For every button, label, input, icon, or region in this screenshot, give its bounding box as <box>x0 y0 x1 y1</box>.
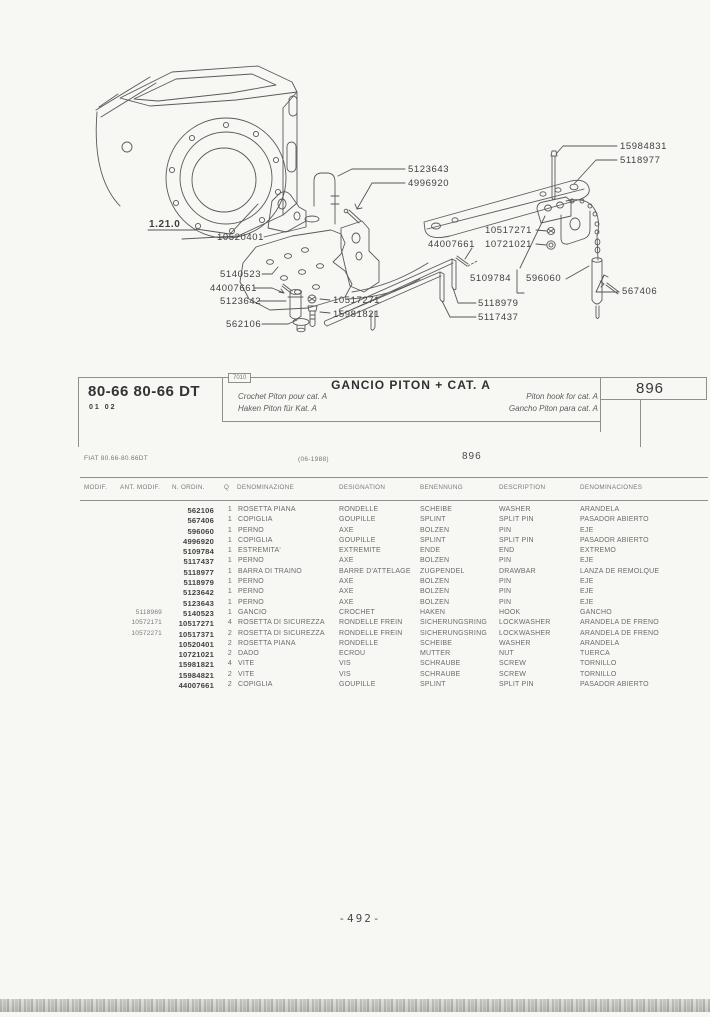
cell-it: PERNO <box>238 526 264 534</box>
cell-fr: AXE <box>339 526 354 534</box>
part-label: 5118977 <box>620 155 661 166</box>
cell-it: BARRA DI TRAINO <box>238 567 302 575</box>
cell-en: PIN <box>499 557 512 565</box>
cell-it: COPIGLIA <box>238 681 273 689</box>
cell-de: SCHEIBE <box>420 639 453 647</box>
cell-q: 1 <box>227 547 232 555</box>
col-header-description: DESCRIPTION <box>499 484 546 491</box>
parts-diagram <box>0 30 710 380</box>
part-label: 5118979 <box>478 298 519 309</box>
number-box-right-rule <box>706 377 707 400</box>
cell-q: 2 <box>227 639 232 647</box>
part-label: 567406 <box>622 286 658 297</box>
cell-n: 567406 <box>187 516 214 526</box>
model-variants: 01 02 <box>89 404 117 411</box>
cell-n: 5118979 <box>183 578 214 588</box>
col-header-denominaciones: DENOMINACIONES <box>580 484 643 491</box>
cell-es: EJE <box>580 588 594 596</box>
cell-es: ARANDELA <box>580 639 620 647</box>
cell-es: ARANDELA <box>580 506 620 513</box>
cell-ant: 10572171 <box>131 619 162 627</box>
cell-it: DADO <box>238 650 260 658</box>
part-label: 5123643 <box>408 164 450 175</box>
subtitle-es: Gancho Piton para cat. A <box>508 404 598 413</box>
cell-en: DRAWBAR <box>499 567 536 575</box>
cell-en: SCREW <box>499 660 527 668</box>
cell-it: ROSETTA PIANA <box>238 506 296 513</box>
col-header-n-ordin: N. ORDIN. <box>172 484 205 491</box>
cell-es: TORNILLO <box>580 660 617 668</box>
cell-n: 596060 <box>187 526 214 536</box>
table-top-rule <box>80 477 708 478</box>
parts-table-body <box>80 506 709 691</box>
cell-de: SICHERUNGSRING <box>420 629 487 637</box>
cell-q: 1 <box>227 588 232 596</box>
table-row <box>80 557 709 567</box>
cell-q: 1 <box>227 526 232 534</box>
cell-q: 1 <box>227 506 232 513</box>
page-number: -492- <box>338 912 382 925</box>
cell-de: BOLZEN <box>420 557 450 565</box>
part-label: 15984831 <box>620 141 668 152</box>
cell-fr: CROCHET <box>339 608 376 616</box>
cell-de: SCHRAUBE <box>420 670 461 678</box>
cell-fr: EXTREMITE <box>339 547 381 555</box>
cell-en: NUT <box>499 650 514 658</box>
subtitle-de: Haken Piton für Kat. A <box>238 404 317 413</box>
cell-q: 2 <box>227 681 232 689</box>
cell-q: 2 <box>227 670 232 678</box>
col-header-q: Q <box>224 484 230 491</box>
part-label: 10517271 <box>333 295 381 306</box>
cell-n: 5117437 <box>183 557 214 567</box>
cell-es: PASADOR ABIERTO <box>580 681 649 689</box>
cell-en: SCREW <box>499 670 527 678</box>
cell-fr: AXE <box>339 598 354 606</box>
cell-es: PASADOR ABIERTO <box>580 516 649 524</box>
cell-it: COPIGLIA <box>238 536 273 544</box>
table-row <box>80 537 709 547</box>
table-row <box>80 650 709 660</box>
table-row <box>80 588 709 598</box>
col-header-designation: DESIGNATION <box>339 484 386 491</box>
meta-date: (06-1988) <box>298 456 329 463</box>
part-label: 4996920 <box>408 178 450 189</box>
cell-es: GANCHO <box>580 608 612 616</box>
meta-table-number: 896 <box>462 451 482 462</box>
table-row <box>80 516 709 526</box>
cell-q: 1 <box>227 557 232 565</box>
cell-de: BOLZEN <box>420 578 450 586</box>
cell-fr: GOUPILLE <box>339 681 376 689</box>
meta-model-line: FIAT 80.66-80.66DT <box>84 455 149 462</box>
cell-fr: ECROU <box>339 650 366 658</box>
table-row <box>80 568 709 578</box>
table-header-rule <box>80 500 708 501</box>
cell-it: ESTREMITA' <box>238 547 281 555</box>
cell-it: VITE <box>238 670 255 678</box>
cell-de: BOLZEN <box>420 588 450 596</box>
cell-q: 1 <box>227 516 232 524</box>
cell-it: ROSETTA DI SICUREZZA <box>238 629 325 637</box>
cell-fr: RONDELLE FREIN <box>339 619 403 627</box>
cell-de: SPLINT <box>420 536 446 544</box>
cell-fr: BARRE D'ATTELAGE <box>339 567 411 575</box>
cell-en: HOOK <box>499 608 521 616</box>
cell-es: ARANDELA DE FRENO <box>580 629 659 637</box>
cell-es: LANZA DE REMOLQUE <box>580 567 660 575</box>
cell-es: ARANDELA DE FRENO <box>580 619 659 627</box>
cell-en: PIN <box>499 598 512 606</box>
cell-de: SPLINT <box>420 516 446 524</box>
cell-de: ENDE <box>420 547 441 555</box>
table-number: 896 <box>635 380 665 397</box>
cell-it: GANCIO <box>238 608 267 616</box>
cell-it: ROSETTA PIANA <box>238 639 296 647</box>
part-label: 5140523 <box>220 269 262 280</box>
col-header-benennung: BENENNUNG <box>420 484 463 491</box>
cell-fr: RONDELLE <box>339 506 379 513</box>
section-ref-label: 1.21.0 <box>149 219 181 230</box>
cell-q: 1 <box>227 598 232 606</box>
cell-fr: AXE <box>339 578 354 586</box>
cell-es: TUERCA <box>580 650 610 658</box>
model-code: 80-66 80-66 DT <box>88 383 201 400</box>
cell-en: SPLIT PIN <box>499 516 534 524</box>
part-label: 562106 <box>226 319 262 330</box>
cell-n: 4996920 <box>183 536 214 546</box>
table-row <box>80 671 709 681</box>
cell-q: 2 <box>227 629 232 637</box>
table-row <box>80 681 709 691</box>
cell-fr: GOUPILLE <box>339 516 376 524</box>
page-title: GANCIO PITON + CAT. A <box>331 378 491 392</box>
cell-it: PERNO <box>238 588 264 596</box>
table-row <box>80 599 709 609</box>
table-row <box>80 640 709 650</box>
cell-q: 2 <box>227 650 232 658</box>
cell-de: HAKEN <box>420 608 446 616</box>
cell-fr: VIS <box>339 660 351 668</box>
cell-de: SCHEIBE <box>420 506 453 513</box>
cell-es: TORNILLO <box>580 670 617 678</box>
cell-it: PERNO <box>238 578 264 586</box>
cell-fr: GOUPILLE <box>339 536 376 544</box>
col-header-modif: MODIF. <box>84 484 108 491</box>
cell-en: PIN <box>499 526 512 534</box>
cell-ant: 5118969 <box>135 608 162 616</box>
cell-de: ZUGPENDEL <box>420 567 465 575</box>
cell-en: LOCKWASHER <box>499 629 551 637</box>
part-label: 10721021 <box>485 239 533 250</box>
cell-en: SPLIT PIN <box>499 681 534 689</box>
cell-n: 10517371 <box>178 629 214 639</box>
title-block-bottom-rule <box>222 421 600 422</box>
cell-q: 1 <box>227 578 232 586</box>
cell-n: 15981821 <box>178 660 214 670</box>
table-row <box>80 660 709 670</box>
part-label: 5109784 <box>470 273 512 284</box>
cell-en: LOCKWASHER <box>499 619 551 627</box>
header-left-rule <box>78 377 79 447</box>
cell-q: 1 <box>227 536 232 544</box>
cell-n: 562106 <box>187 506 214 515</box>
cell-n: 5118977 <box>183 567 214 577</box>
cell-fr: VIS <box>339 670 351 678</box>
table-row <box>80 506 709 516</box>
cell-en: WASHER <box>499 639 531 647</box>
cell-q: 1 <box>227 608 232 616</box>
part-label: 10520401 <box>217 232 265 243</box>
cell-fr: RONDELLE FREIN <box>339 629 403 637</box>
table-row <box>80 630 709 640</box>
part-label: 10517271 <box>485 225 533 236</box>
cell-fr: AXE <box>339 557 354 565</box>
table-code-box: 7010 <box>228 373 251 383</box>
cell-n: 44007661 <box>178 681 214 691</box>
col-header-ant-modif: ANT. MODIF. <box>120 484 161 491</box>
cell-de: SPLINT <box>420 681 446 689</box>
table-row <box>80 547 709 557</box>
cell-de: SCHRAUBE <box>420 660 461 668</box>
cell-fr: AXE <box>339 588 354 596</box>
cell-q: 4 <box>227 619 232 627</box>
cell-en: SPLIT PIN <box>499 536 534 544</box>
cell-it: COPIGLIA <box>238 516 273 524</box>
cell-en: END <box>499 547 515 555</box>
cell-it: VITE <box>238 660 255 668</box>
cell-de: MUTTER <box>420 650 451 658</box>
number-box-bottom-rule <box>600 399 707 400</box>
cell-es: EJE <box>580 578 594 586</box>
cell-de: BOLZEN <box>420 526 450 534</box>
subtitle-en: Piton hook for cat. A <box>526 392 598 401</box>
part-label: 44007661 <box>428 239 476 250</box>
cell-es: EJE <box>580 557 594 565</box>
table-row <box>80 609 709 619</box>
cell-en: WASHER <box>499 506 531 513</box>
housing-drawing <box>96 66 297 239</box>
cell-es: PASADOR ABIERTO <box>580 536 649 544</box>
cell-n: 10520401 <box>178 639 214 649</box>
cell-en: PIN <box>499 578 512 586</box>
cell-n: 10721021 <box>178 650 214 660</box>
cell-it: PERNO <box>238 557 264 565</box>
cell-es: EJE <box>580 598 594 606</box>
cell-it: PERNO <box>238 598 264 606</box>
cell-n: 5123642 <box>183 588 214 598</box>
table-row <box>80 619 709 629</box>
cell-de: BOLZEN <box>420 598 450 606</box>
cell-n: 10517271 <box>178 619 214 629</box>
cell-n: 5140523 <box>183 608 214 618</box>
table-row <box>80 527 709 537</box>
part-label: 15981821 <box>333 309 381 320</box>
table-row <box>80 578 709 588</box>
part-label: 44007661 <box>210 283 258 294</box>
cell-n: 15984821 <box>178 670 214 680</box>
subtitle-fr: Crochet Piton pour cat. A <box>238 392 328 401</box>
scan-noise-band <box>0 999 710 1012</box>
number-box-stem-rule <box>640 399 641 447</box>
part-label: 5117437 <box>478 312 519 323</box>
cell-en: PIN <box>499 588 512 596</box>
cell-es: EXTREMO <box>580 547 617 555</box>
cell-fr: RONDELLE <box>339 639 379 647</box>
cell-es: EJE <box>580 526 594 534</box>
col-header-denominazione: DENOMINAZIONE <box>237 484 295 491</box>
cell-de: SICHERUNGSRING <box>420 619 487 627</box>
cell-n: 5123643 <box>183 598 214 608</box>
cell-q: 4 <box>227 660 232 668</box>
callout-labels <box>149 141 667 330</box>
part-label: 5123642 <box>220 296 262 307</box>
part-label: 596060 <box>526 273 562 284</box>
cell-n: 5109784 <box>183 547 214 557</box>
cell-it: ROSETTA DI SICUREZZA <box>238 619 325 627</box>
cell-ant: 10572271 <box>131 629 162 637</box>
cell-q: 1 <box>227 567 232 575</box>
